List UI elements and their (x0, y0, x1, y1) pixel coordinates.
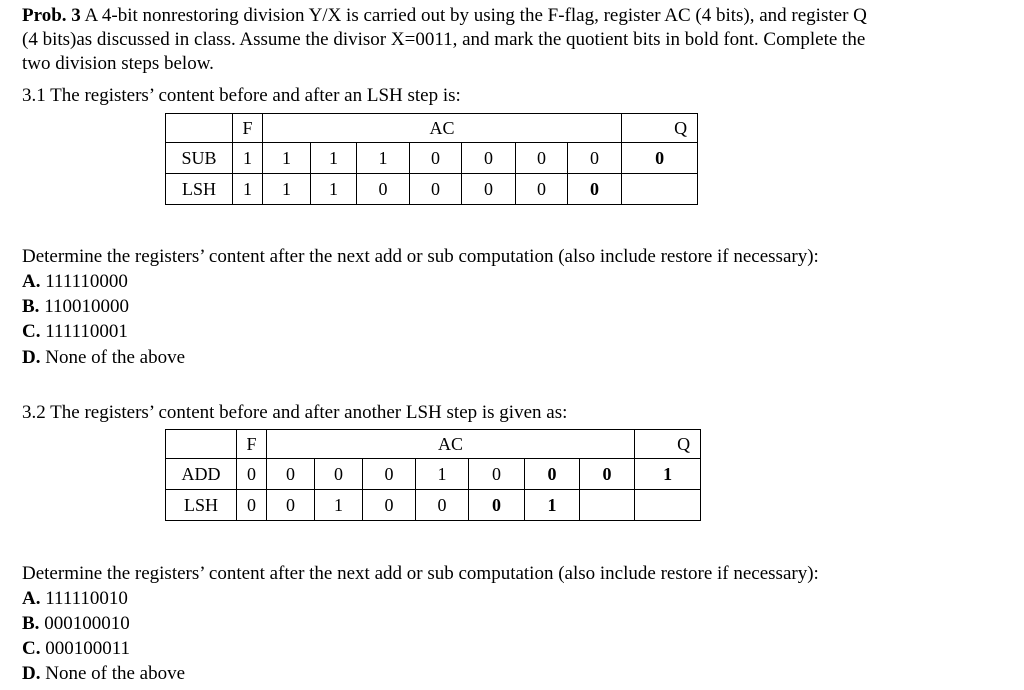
q-bit-bold: 0 (580, 459, 635, 490)
part2-option-b[interactable]: B. 000100010 (22, 613, 130, 634)
part1-option-a[interactable]: A. 111110000 (22, 271, 128, 292)
problem-intro-line3: two division steps below. (22, 53, 214, 74)
ac-bit: 0 (416, 490, 469, 521)
row-f: 1 (233, 174, 263, 205)
row-f: 1 (233, 143, 263, 174)
ac-bit: 0 (267, 459, 315, 490)
ac-bit: 0 (410, 143, 462, 174)
part1-option-c[interactable]: C. 111110001 (22, 321, 128, 342)
q-bit-bold: 0 (525, 459, 580, 490)
q-bit-bold: 1 (635, 459, 701, 490)
ac-bit: 0 (315, 459, 363, 490)
problem-intro-line1: Prob. 3 A 4-bit nonrestoring division Y/X is carried out by using the F-flag, register AC (4 bits), and register Q (22, 5, 867, 26)
q-bit: 0 (516, 143, 568, 174)
ac-bit: 0 (363, 490, 416, 521)
ac-bit: 1 (263, 174, 311, 205)
part2-register-table (165, 429, 701, 521)
ac-bit: 1 (311, 174, 357, 205)
header-ac: AC (267, 430, 635, 459)
problem-label: Prob. 3 (22, 5, 81, 26)
row-f: 0 (237, 490, 267, 521)
ac-bit: 0 (267, 490, 315, 521)
q-bit-empty (622, 174, 698, 205)
header-q: Q (635, 430, 701, 459)
problem-intro-line2: (4 bits)as discussed in class. Assume the divisor X=0011, and mark the quotient bits in bold font. Complete the (22, 29, 866, 50)
q-bit: 0 (469, 459, 525, 490)
q-bit-bold: 0 (622, 143, 698, 174)
header-ac: AC (263, 114, 622, 143)
q-bit-bold: 1 (525, 490, 580, 521)
table-row (166, 459, 701, 490)
part2-option-c[interactable]: C. 000100011 (22, 638, 131, 659)
q-bit: 0 (568, 143, 622, 174)
part1-question: Determine the registers’ content after the next add or sub computation (also include restore if necessary): (22, 246, 819, 267)
header-f: F (237, 430, 267, 459)
header-f: F (233, 114, 263, 143)
q-bit: 0 (462, 174, 516, 205)
ac-bit: 1 (416, 459, 469, 490)
part2-heading: 3.2 The registers’ content before and after another LSH step is given as: (22, 402, 568, 423)
row-op: LSH (166, 174, 233, 205)
part2-option-d[interactable]: D. None of the above (22, 663, 186, 684)
table-row (166, 174, 698, 205)
ac-bit: 0 (363, 459, 416, 490)
part1-option-d[interactable]: D. None of the above (22, 347, 186, 368)
row-op: LSH (166, 490, 237, 521)
ac-bit: 1 (315, 490, 363, 521)
q-bit-empty (580, 490, 635, 521)
q-bit-empty (635, 490, 701, 521)
header-q: Q (622, 114, 698, 143)
part1-option-b[interactable]: B. 110010000 (22, 296, 129, 317)
q-bit-bold: 0 (568, 174, 622, 205)
ac-bit: 0 (357, 174, 410, 205)
ac-bit: 1 (311, 143, 357, 174)
table-header-row (166, 430, 701, 459)
row-op: SUB (166, 143, 233, 174)
ac-bit: 0 (410, 174, 462, 205)
table-header-row (166, 114, 698, 143)
q-bit-bold: 0 (469, 490, 525, 521)
table-row (166, 490, 701, 521)
part1-register-table (165, 113, 698, 205)
part2-option-a[interactable]: A. 111110010 (22, 588, 128, 609)
q-bit: 0 (516, 174, 568, 205)
q-bit: 0 (462, 143, 516, 174)
ac-bit: 1 (263, 143, 311, 174)
row-op: ADD (166, 459, 237, 490)
part2-question: Determine the registers’ content after the next add or sub computation (also include restore if necessary): (22, 563, 819, 584)
table-row (166, 143, 698, 174)
row-f: 0 (237, 459, 267, 490)
part1-heading: 3.1 The registers’ content before and after an LSH step is: (22, 85, 461, 106)
ac-bit: 1 (357, 143, 410, 174)
